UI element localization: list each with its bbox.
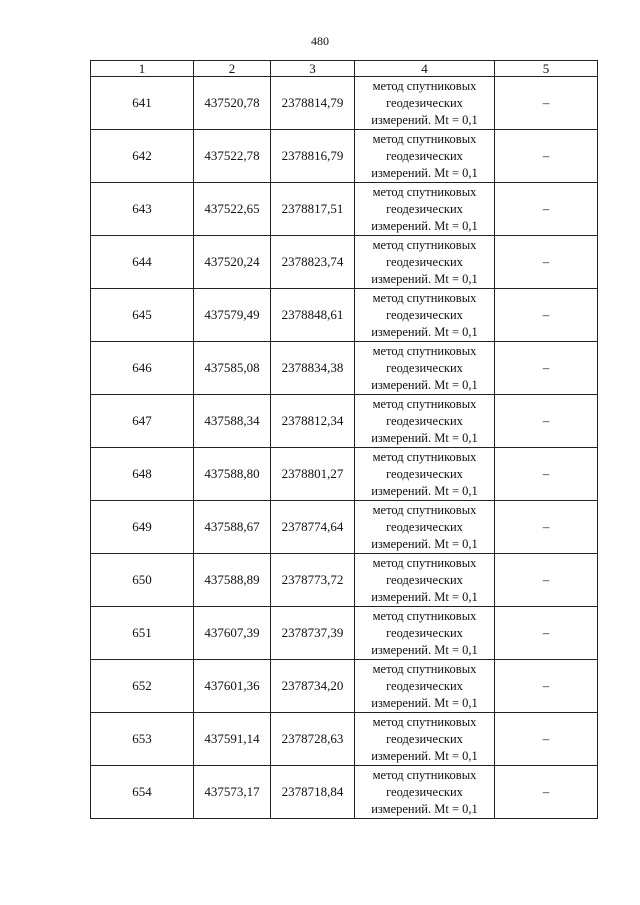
method-text: метод спутниковых геодезических измерений. Mt = 0,1 xyxy=(371,714,478,763)
method-description xyxy=(355,713,495,766)
y-coordinate: 2378737,39 xyxy=(271,607,355,660)
method-text: метод спутниковых геодезических измерений. Mt = 0,1 xyxy=(371,767,478,816)
method-text: метод спутниковых геодезических измерений. Mt = 0,1 xyxy=(371,184,478,233)
point-number: 646 xyxy=(91,342,194,395)
x-coordinate: 437573,17 xyxy=(194,766,271,819)
point-number: 647 xyxy=(91,395,194,448)
point-number: 654 xyxy=(91,766,194,819)
table-row xyxy=(91,289,598,342)
x-coordinate: 437591,14 xyxy=(194,713,271,766)
note-cell: – xyxy=(495,554,598,607)
method-text: метод спутниковых геодезических измерений. Mt = 0,1 xyxy=(371,131,478,180)
x-coordinate: 437588,80 xyxy=(194,448,271,501)
method-text: метод спутниковых геодезических измерений. Mt = 0,1 xyxy=(371,396,478,445)
y-coordinate: 2378734,20 xyxy=(271,660,355,713)
table-row xyxy=(91,713,598,766)
point-number: 653 xyxy=(91,713,194,766)
table-row xyxy=(91,766,598,819)
table-body xyxy=(91,77,598,819)
y-coordinate: 2378816,79 xyxy=(271,130,355,183)
method-description xyxy=(355,766,495,819)
x-coordinate: 437607,39 xyxy=(194,607,271,660)
x-coordinate: 437588,89 xyxy=(194,554,271,607)
table-row xyxy=(91,183,598,236)
x-coordinate: 437522,78 xyxy=(194,130,271,183)
point-number: 650 xyxy=(91,554,194,607)
table-row xyxy=(91,448,598,501)
note-cell: – xyxy=(495,607,598,660)
method-text: метод спутниковых геодезических измерений. Mt = 0,1 xyxy=(371,290,478,339)
note-cell: – xyxy=(495,448,598,501)
x-coordinate: 437579,49 xyxy=(194,289,271,342)
table-row xyxy=(91,554,598,607)
table-row xyxy=(91,342,598,395)
note-cell: – xyxy=(495,77,598,130)
y-coordinate: 2378812,34 xyxy=(271,395,355,448)
method-text: метод спутниковых геодезических измерений. Mt = 0,1 xyxy=(371,661,478,710)
column-header-1: 1 xyxy=(91,61,194,77)
method-text: метод спутниковых геодезических измерений. Mt = 0,1 xyxy=(371,237,478,286)
point-number: 648 xyxy=(91,448,194,501)
method-text: метод спутниковых геодезических измерений. Mt = 0,1 xyxy=(371,502,478,551)
method-description xyxy=(355,236,495,289)
y-coordinate: 2378801,27 xyxy=(271,448,355,501)
method-text: метод спутниковых геодезических измерений. Mt = 0,1 xyxy=(371,449,478,498)
point-number: 641 xyxy=(91,77,194,130)
table-row xyxy=(91,236,598,289)
note-cell: – xyxy=(495,766,598,819)
method-description xyxy=(355,342,495,395)
column-header-4: 4 xyxy=(355,61,495,77)
method-description xyxy=(355,501,495,554)
table-row xyxy=(91,395,598,448)
method-description xyxy=(355,607,495,660)
x-coordinate: 437601,36 xyxy=(194,660,271,713)
note-cell: – xyxy=(495,713,598,766)
y-coordinate: 2378823,74 xyxy=(271,236,355,289)
point-number: 645 xyxy=(91,289,194,342)
method-description xyxy=(355,395,495,448)
point-number: 651 xyxy=(91,607,194,660)
y-coordinate: 2378774,64 xyxy=(271,501,355,554)
y-coordinate: 2378814,79 xyxy=(271,77,355,130)
x-coordinate: 437588,67 xyxy=(194,501,271,554)
x-coordinate: 437520,24 xyxy=(194,236,271,289)
x-coordinate: 437520,78 xyxy=(194,77,271,130)
y-coordinate: 2378834,38 xyxy=(271,342,355,395)
method-description xyxy=(355,448,495,501)
page-number: 480 xyxy=(311,34,329,48)
coordinates-table xyxy=(90,60,598,819)
y-coordinate: 2378718,84 xyxy=(271,766,355,819)
table-header-row xyxy=(91,61,598,77)
method-description xyxy=(355,554,495,607)
y-coordinate: 2378848,61 xyxy=(271,289,355,342)
point-number: 652 xyxy=(91,660,194,713)
note-cell: – xyxy=(495,130,598,183)
x-coordinate: 437522,65 xyxy=(194,183,271,236)
table-row xyxy=(91,607,598,660)
x-coordinate: 437585,08 xyxy=(194,342,271,395)
point-number: 643 xyxy=(91,183,194,236)
note-cell: – xyxy=(495,342,598,395)
method-description xyxy=(355,130,495,183)
note-cell: – xyxy=(495,395,598,448)
column-header-2: 2 xyxy=(194,61,271,77)
y-coordinate: 2378728,63 xyxy=(271,713,355,766)
y-coordinate: 2378773,72 xyxy=(271,554,355,607)
note-cell: – xyxy=(495,660,598,713)
method-text: метод спутниковых геодезических измерений. Mt = 0,1 xyxy=(371,343,478,392)
column-header-3: 3 xyxy=(271,61,355,77)
note-cell: – xyxy=(495,183,598,236)
y-coordinate: 2378817,51 xyxy=(271,183,355,236)
note-cell: – xyxy=(495,501,598,554)
table-row xyxy=(91,660,598,713)
point-number: 642 xyxy=(91,130,194,183)
method-text: метод спутниковых геодезических измерений. Mt = 0,1 xyxy=(371,555,478,604)
note-cell: – xyxy=(495,236,598,289)
column-header-5: 5 xyxy=(495,61,598,77)
method-text: метод спутниковых геодезических измерений. Mt = 0,1 xyxy=(371,78,478,127)
method-description xyxy=(355,660,495,713)
table-row xyxy=(91,501,598,554)
point-number: 649 xyxy=(91,501,194,554)
point-number: 644 xyxy=(91,236,194,289)
method-text: метод спутниковых геодезических измерений. Mt = 0,1 xyxy=(371,608,478,657)
note-cell: – xyxy=(495,289,598,342)
method-description xyxy=(355,183,495,236)
method-description xyxy=(355,77,495,130)
method-description xyxy=(355,289,495,342)
table-row xyxy=(91,130,598,183)
x-coordinate: 437588,34 xyxy=(194,395,271,448)
table-row xyxy=(91,77,598,130)
